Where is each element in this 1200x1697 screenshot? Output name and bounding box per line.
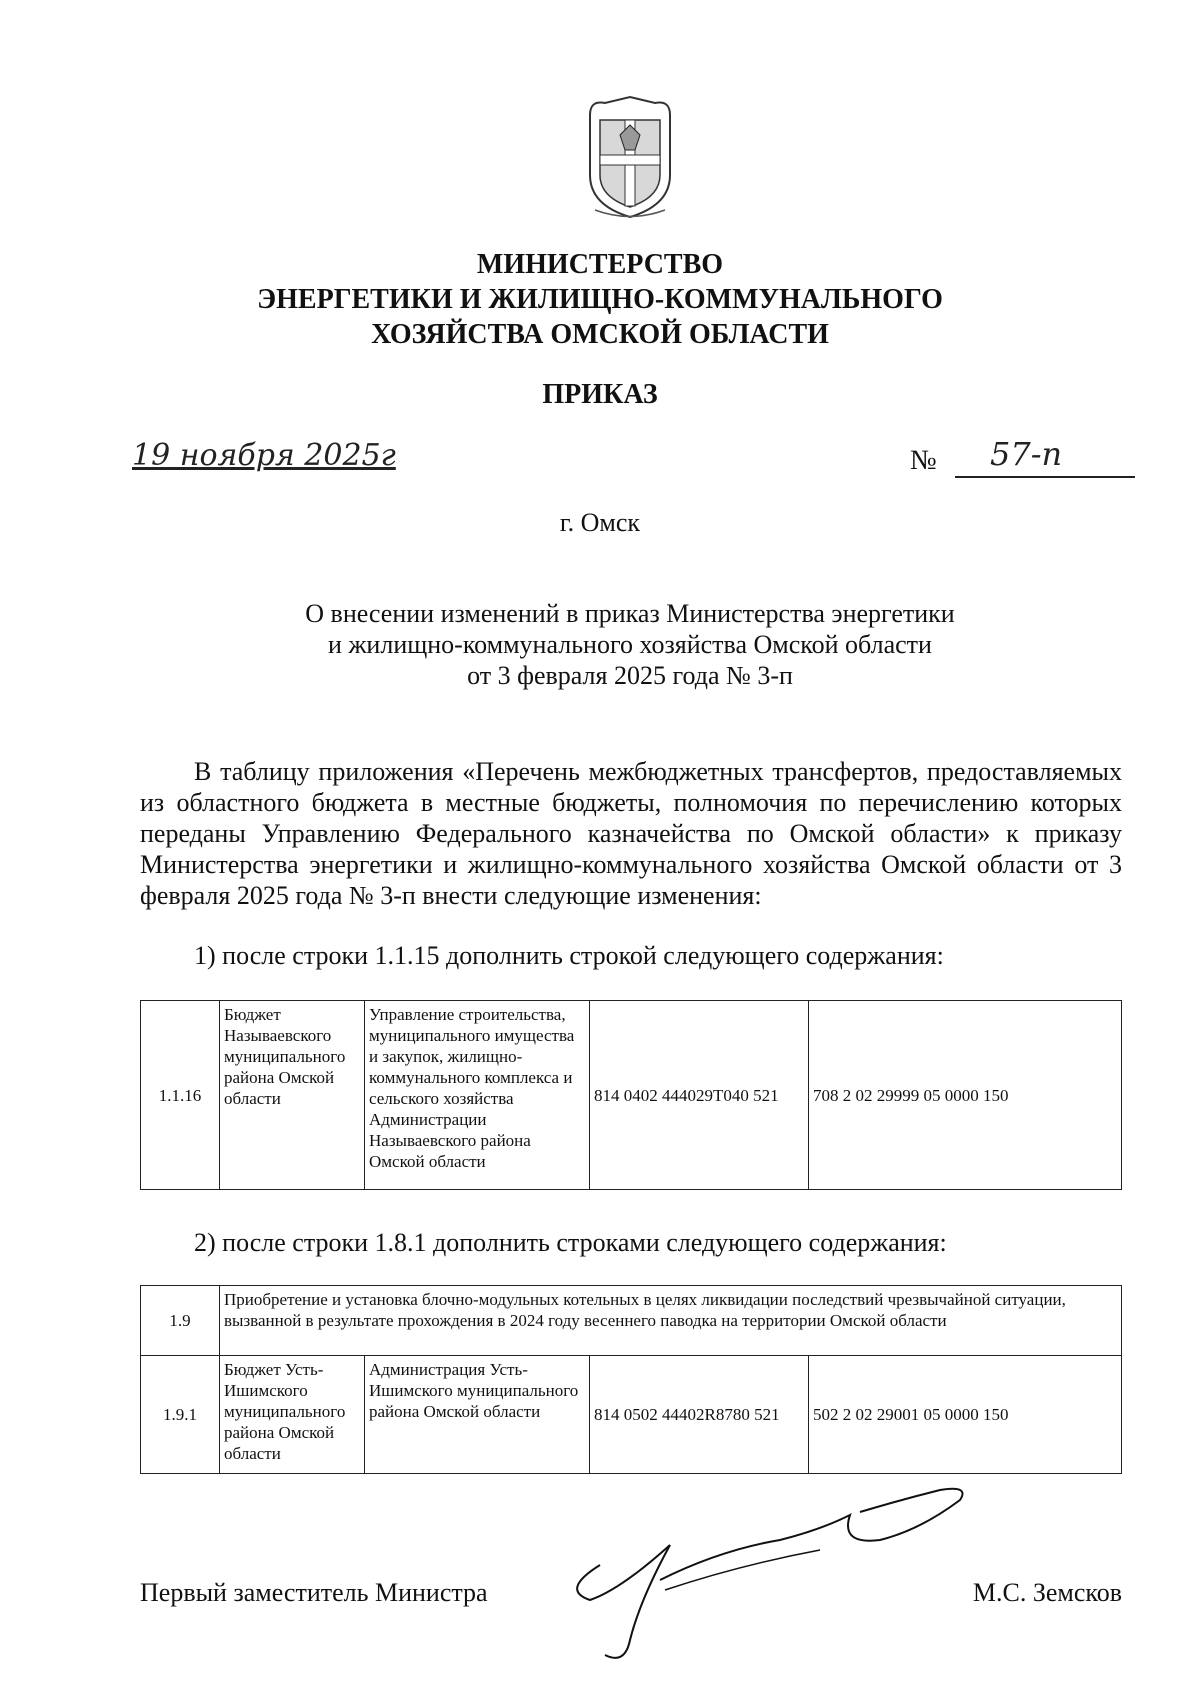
amendment-item-2: 2) после строки 1.8.1 дополнить строками следующего содержания: <box>194 1228 947 1257</box>
order-date: 19 ноября 2025г <box>132 438 396 473</box>
ministry-line-1: МИНИСТЕРСТВО <box>476 249 724 280</box>
handwritten-signature <box>540 1440 980 1670</box>
body-paragraph: В таблицу приложения «Перечень межбюджетных трансфертов, предоставляемых из областного бюджета в местные бюджеты, полномочия по перечислению которых переданы Управлению Федерального казначейства по Омской области» к приказу Министерства энергетики и жилищно-коммунального хозяйства Омской области от 3 февраля 2025 года № 3-п внести следующие изменения: <box>140 757 1122 910</box>
subject-line-3: от 3 февраля 2025 года № 3-п <box>467 661 793 690</box>
ministry-name <box>0 247 1200 352</box>
table-row <box>141 1001 1122 1190</box>
revenue-code-cell: 502 2 02 29001 05 0000 150 <box>809 1356 1122 1474</box>
document-type: ПРИКАЗ <box>542 379 658 410</box>
subject-line-1: О внесении изменений в приказ Министерства энергетики <box>305 599 955 628</box>
coat-of-arms-emblem <box>580 95 680 220</box>
section-code: 1.9 <box>141 1286 220 1356</box>
expense-code-cell: 814 0502 44402R8780 521 <box>590 1356 809 1474</box>
administrator-cell: Управление строительства, муниципального имущества и закупок, жилищно-коммунального комплекса и сельского хозяйства Администрации Называевского района Омской области <box>365 1001 590 1190</box>
order-number-label: № <box>910 445 937 476</box>
amendment-table-1 <box>140 1000 1122 1190</box>
expense-code-cell: 814 0402 444029Т040 521 <box>590 1001 809 1190</box>
row-code: 1.9.1 <box>141 1356 220 1474</box>
ministry-line-3: ХОЗЯЙСТВА ОМСКОЙ ОБЛАСТИ <box>371 319 829 350</box>
signatory-name: М.С. Земсков <box>972 1578 1122 1607</box>
ministry-line-2: ЭНЕРГЕТИКИ И ЖИЛИЩНО-КОММУНАЛЬНОГО <box>257 284 943 315</box>
administrator-cell: Администрация Усть-Ишимского муниципального района Омской области <box>365 1356 590 1474</box>
row-code: 1.1.16 <box>141 1001 220 1190</box>
subject-line-2: и жилищно-коммунального хозяйства Омской области <box>328 630 932 659</box>
city: г. Омск <box>559 508 641 537</box>
amendment-item-1: 1) после строки 1.1.15 дополнить строкой следующего содержания: <box>194 941 944 970</box>
order-number: 57-п <box>990 435 1063 473</box>
order-subject <box>200 598 1060 691</box>
table-row <box>141 1286 1122 1356</box>
order-number-line <box>955 476 1135 478</box>
signatory-position: Первый заместитель Министра <box>140 1578 488 1607</box>
budget-cell: Бюджет Называевского муниципального района Омской области <box>220 1001 365 1190</box>
budget-cell: Бюджет Усть-Ишимского муниципального района Омской области <box>220 1356 365 1474</box>
revenue-code-cell: 708 2 02 29999 05 0000 150 <box>809 1001 1122 1190</box>
section-title: Приобретение и установка блочно-модульных котельных в целях ликвидации последствий чрезвычайной ситуации, вызванной в результате прохождения в 2024 году весеннего паводка на территории Омской области <box>220 1286 1122 1356</box>
